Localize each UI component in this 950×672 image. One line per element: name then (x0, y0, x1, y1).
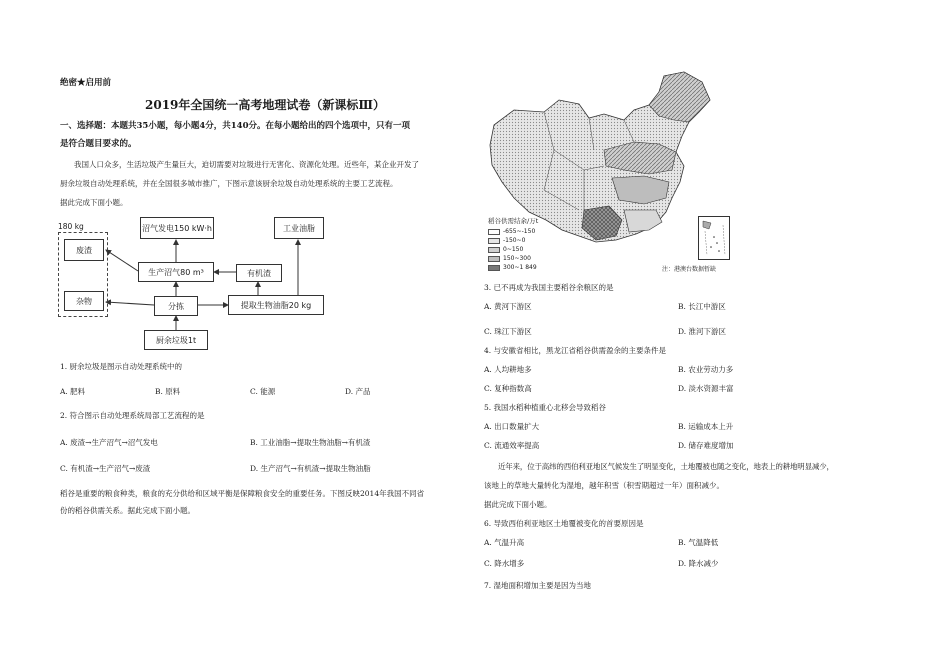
legend-item (488, 236, 538, 245)
intro1-line3: 据此完成下面小题。 (60, 198, 128, 207)
q1-option-c[interactable]: C. 能源 (250, 387, 276, 396)
industrial-oil-box: 工业油脂 (274, 217, 324, 239)
page-title: 2019年全国统一高考地理试卷（新课标Ⅲ） (145, 98, 386, 112)
secret-label: 绝密★启用前 (60, 78, 112, 88)
q6-option-b[interactable]: B. 气温降低 (678, 538, 719, 547)
q2-option-a[interactable]: A. 废渣→生产沼气→沼气发电 (60, 438, 158, 447)
intro2-line1: 稻谷是重要的粮食种类，粮食的充分供给和区域平衡是保障粮食安全的重要任务。下图反映2014年我国不同省 (60, 489, 425, 498)
legend-title: 稻谷供需结余/万t (488, 217, 539, 225)
sort-box: 分拣 (154, 296, 198, 316)
q5-option-b[interactable]: B. 运输成本上升 (678, 422, 734, 431)
q4-option-c[interactable]: C. 复种指数高 (484, 384, 532, 393)
section-heading-line1: 一、选择题：本题共35小题，每小题4分，共140分。在每小题给出的四个选项中，只有一项 (60, 121, 410, 131)
q4-option-b[interactable]: B. 农业劳动力多 (678, 365, 734, 374)
south-china-sea-inset (698, 216, 730, 260)
q4-option-a[interactable]: A. 人均耕地多 (484, 365, 532, 374)
map-note: 注：港澳台数据暂缺 (662, 266, 717, 273)
q5-option-a[interactable]: A. 出口数量扩大 (484, 422, 540, 431)
intro3-line2: 该地上的草地大量转化为湿地，越年积雪（积雪期超过一年）面积减少。 (484, 481, 724, 490)
legend-label: 300~1 849 (503, 264, 537, 271)
q3-option-a[interactable]: A. 黄河下游区 (484, 302, 532, 311)
intro1-line1: 我国人口众多，生活垃圾产生量巨大，迫切需要对垃圾进行无害化、资源化处理。近些年，某企业开发了 (74, 160, 419, 169)
legend-swatch-1 (488, 229, 500, 235)
intro1-line2: 厨余垃圾自动处理系统，并在全国很多城市推广，下图示意该厨余垃圾自动处理系统的主要工艺流程。 (60, 179, 398, 188)
q2-option-b[interactable]: B. 工业油脂→提取生物油脂→有机渣 (250, 438, 371, 447)
legend-label: 150~300 (503, 255, 531, 262)
q7-stem: 7. 湿地面积增加主要是因为当地 (484, 581, 592, 590)
legend-label: 0~150 (503, 246, 524, 253)
q4-stem: 4. 与安徽省相比，黑龙江省稻谷供需盈余的主要条件是 (484, 346, 667, 355)
q6-option-a[interactable]: A. 气温升高 (484, 538, 525, 547)
q6-option-d[interactable]: D. 降水减少 (678, 559, 719, 568)
q1-option-a[interactable]: A. 肥料 (60, 387, 86, 396)
q2-option-c[interactable]: C. 有机渣→生产沼气→废渣 (60, 464, 151, 473)
q5-stem: 5. 我国水稻种植重心北移会导致稻谷 (484, 403, 607, 412)
legend-label: -655~-150 (503, 228, 536, 235)
legend-swatch-5 (488, 265, 500, 271)
organic-residue-box: 有机渣 (236, 264, 282, 282)
q1-stem: 1. 厨余垃圾是图示自动处理系统中的 (60, 362, 183, 371)
q3-option-b[interactable]: B. 长江中游区 (678, 302, 726, 311)
rice-supply-map (484, 70, 734, 275)
process-flow-diagram (58, 212, 328, 352)
legend-item (488, 227, 538, 236)
kitchen-waste-box: 厨余垃圾1t (144, 330, 208, 350)
q2-stem: 2. 符合图示自动处理系统局部工艺流程的是 (60, 411, 205, 420)
q3-option-d[interactable]: D. 淮河下游区 (678, 327, 727, 336)
q3-option-c[interactable]: C. 珠江下游区 (484, 327, 532, 336)
misc-box: 杂物 (64, 291, 104, 311)
extract-oil-box: 提取生物油脂20 kg (228, 295, 324, 315)
q4-option-d[interactable]: D. 淡水资源丰富 (678, 384, 734, 393)
intro3-line3: 据此完成下面小题。 (484, 500, 552, 509)
legend-label: -150~0 (503, 237, 526, 244)
inset-islands (699, 217, 729, 259)
q2-option-d[interactable]: D. 生产沼气→有机渣→提取生物油脂 (250, 464, 371, 473)
intro2-line2: 份的稻谷供需关系。据此完成下面小题。 (60, 506, 195, 515)
legend-item (488, 254, 538, 263)
q3-stem: 3. 已不再成为我国主要稻谷余粮区的是 (484, 283, 614, 292)
intro3-line1: 近年来，位于高纬的西伯利亚地区气候发生了明显变化，土地覆被也随之变化，地表上的耕地明显减少， (498, 462, 834, 471)
biogas-power-box: 沼气发电150 kW·h (140, 217, 214, 239)
q1-option-b[interactable]: B. 原料 (155, 387, 181, 396)
flow-top-label: 180 kg (58, 222, 84, 231)
legend-item (488, 245, 538, 254)
legend-swatch-2 (488, 238, 500, 244)
q5-option-d[interactable]: D. 储存难度增加 (678, 441, 734, 450)
q6-stem: 6. 导致西伯利亚地区土地覆被变化的首要原因是 (484, 519, 644, 528)
legend-swatch-3 (488, 247, 500, 253)
q5-option-c[interactable]: C. 流通效率提高 (484, 441, 540, 450)
legend-swatch-4 (488, 256, 500, 262)
map-legend (488, 216, 538, 272)
produce-biogas-box: 生产沼气80 m³ (138, 262, 214, 282)
waste-box: 废渣 (64, 239, 104, 261)
section-heading-line2: 是符合题目要求的。 (60, 139, 137, 149)
legend-item (488, 263, 538, 272)
q1-option-d[interactable]: D. 产品 (345, 387, 371, 396)
q6-option-c[interactable]: C. 降水增多 (484, 559, 525, 568)
